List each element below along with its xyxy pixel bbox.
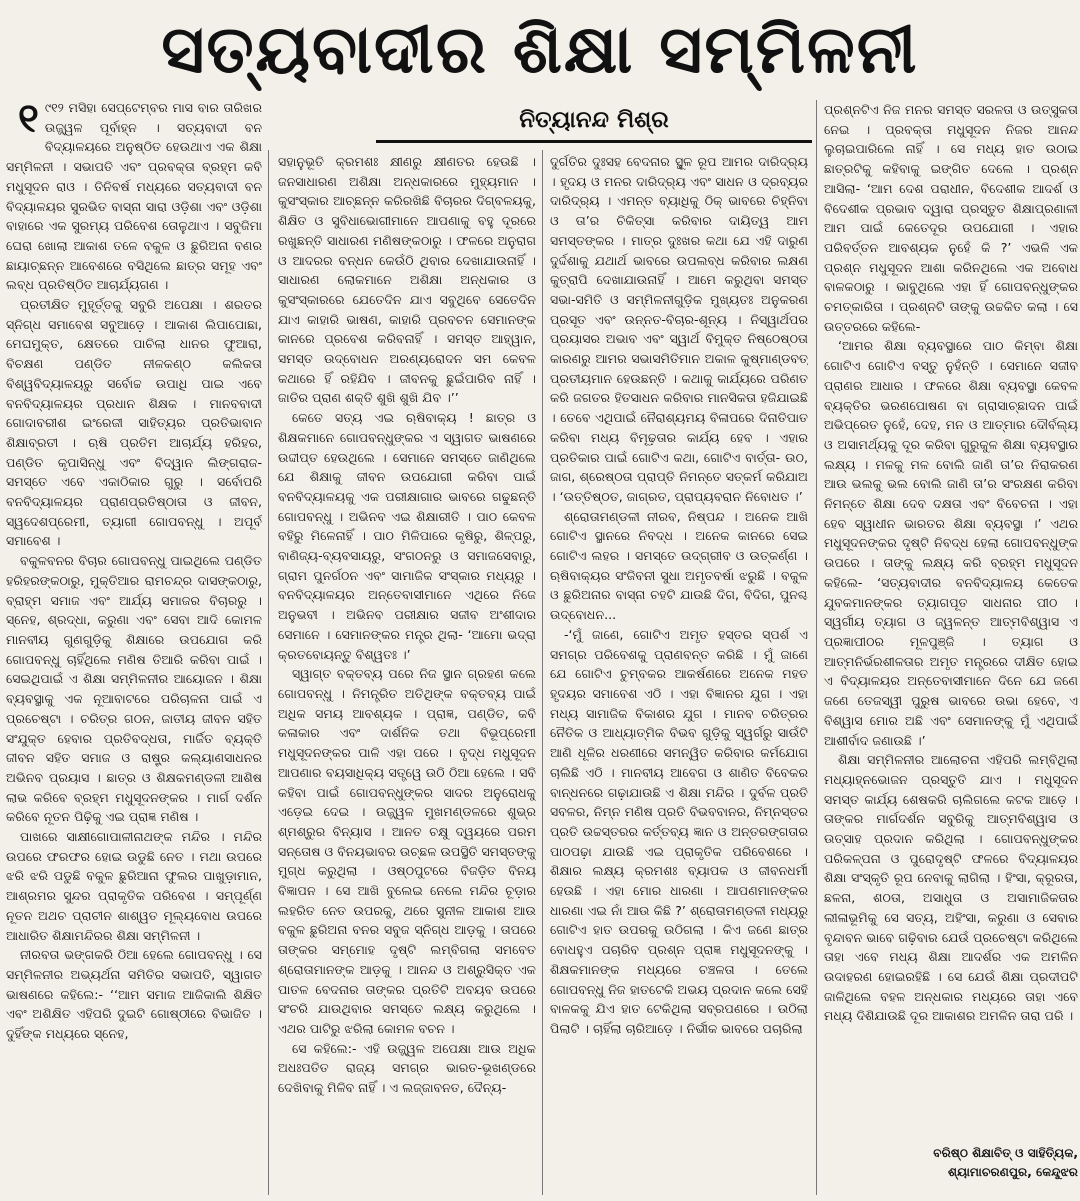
article-column-3: [550, 152, 808, 1198]
paragraph: ଶିକ୍ଷା ସମ୍ମିଳନୀର ଆଲୋଚନା ଏହିପରି ଲମ୍ବିଥିଲା ମଧ୍ୟାହ୍ନଭୋଜନ ପ୍ରସ୍ତୁତି ଯାଏ । ମଧୁସୂଦନ ସମସ୍ତ କାର୍ଯ୍ୟ ଶେଷକରି ଚାଲିଗଲେ କଟକ ଆଡ଼େ । ତାଙ୍କର ମାର୍ଗଦର୍ଶନ ସବୁରିକୁ ଆତ୍ମବିଶ୍ୱାସ ଓ ଉତ୍ସାହ ପ୍ରଦାନ କରିଥିଲା । ଗୋପବନ୍ଧୁଙ୍କର ପରିକଳ୍ପନା ଓ ପୁରୋଦୃଷ୍ଟି ଫଳରେ ବିଦ୍ୟାଳୟର ଶିକ୍ଷା ସଂସ୍କୃତି ରୂପ ନେବାକୁ ଲାଗିଲା । ହିଂସା, କ୍ରୂରତା, ଛଳନା, ଶଠତା, ଅସାଧୁତା ଓ ଅସାମାଜିକତାର ଲୀଳାଭୂମିକୁ ସେ ସତ୍ୟ, ଅହିଂସା, କରୁଣା ଓ ସେବାର ବୃନ୍ଦାବନ ଭାବେ ଗଢ଼ିବାର ଯେଉଁ ପ୍ରଚେଷ୍ଟା କରିଥିଲେ ତାହା ଏବେ ମଧ୍ୟ ଶିକ୍ଷା ଆଦର୍ଶର ଏକ ଅମଳିନ ଉଦାହରଣ ହୋଇରହିଛି । ସେ ଯେଉଁ ଶିକ୍ଷା ପ୍ରଦୀପଟି ଜାଳିଥିଲେ ବହଳ ଅନ୍ଧକାର ମଧ୍ୟରେ ତାହା ଏବେ ମଧ୍ୟ ଦିଶିଯାଉଛି ଦୂର ଆକାଶର ଅମଳିନ ତାରା ପରି ।: [824, 752, 1078, 1024]
paragraph: ‘ଆମର ଶିକ୍ଷା ବ୍ୟବସ୍ଥାରେ ପାଠ କିମ୍ବା ଶିକ୍ଷା ଗୋଟିଏ ଗୋଟିଏ ବସ୍ତୁ ନୁହଁନ୍ତି । ସେମାନେ ସଜୀବ ପ୍ରାଣର ଆଧାର । ଫଳରେ ଶିକ୍ଷା ବ୍ୟବସ୍ଥା କେବଳ ବ୍ୟକ୍ତିର ଭରଣପୋଷଣ ବା ଗ୍ରାସାଚ୍ଛାଦନ ପାଇଁ ଅଭିପ୍ରେତ ନୁହେଁ, ଦେହ, ମନ ଓ ଆତ୍ମାର ଦୌର୍ବଲ୍ୟ ଓ ଅସାମର୍ଥ୍ୟକୁ ଦୂର କରିବା ଗୁରୁକୁଳ ଶିକ୍ଷା ବ୍ୟବସ୍ଥାର ଲକ୍ଷ୍ୟ । ମଳକୁ ମଳ ବୋଲି ଜାଣି ତା’ର ନିରାକରଣ ଆଉ ଭଲକୁ ଭଲ ବୋଲି ଜାଣି ତା’ର ସଂରକ୍ଷଣ କରିବା ନିମନ୍ତେ ଶିକ୍ଷା ଦେବ ଦକ୍ଷତା ଏବଂ ବିବେଚନା । ଏହା ହେବ ସ୍ୱାଧୀନ ଭାରତର ଶିକ୍ଷା ବ୍ୟବସ୍ଥା ।’ ଏଥର ମଧୁସୂଦନଙ୍କର ଦୃଷ୍ଟି ନିବଦ୍ଧ ହେଲା ଗୋପବନ୍ଧୁଙ୍କ ଉପରେ । ତାଙ୍କୁ ଲକ୍ଷ୍ୟ କରି ବ୍ରହ୍ମ ମଧୁସୂଦନ କହିଲେ- ‘ସତ୍ୟବାଦୀର ବନବିଦ୍ୟାଳୟ କେତେକ ଯୁବକମାନଙ୍କର ତ୍ୟାଗପୂତ ସାଧନାର ପୀଠ । ସ୍ୱର୍ଗୀୟ ତ୍ୟାଗ ଓ ଜ୍ୱଳନ୍ତ ଆତ୍ମବିଶ୍ୱାସ ଏ ପ୍ରଜ୍ଞାପୀଠର ମୂଳପୁଞ୍ଜି । ତ୍ୟାଗ ଓ ଆତ୍ମନିର୍ଭରଶୀଳତାର ଅମୃତ ମନ୍ତ୍ରରେ ଦୀକ୍ଷିତ ହୋଇ ଏ ବିଦ୍ୟାଳୟର ଅନ୍ତେବାସୀମାନେ ଦିନେ ଯେ ଜଣେ ଜଣେ ତେଜସ୍ୱୀ ପୁରୁଷ ଭାବରେ ଉଭା ହେବେ, ଏ ବିଶ୍ୱାସ ମୋର ଅଛି ଏବଂ ସେମାନଙ୍କୁ ମୁଁ ଏଥିପାଇଁ ଆଶୀର୍ବାଦ ଜଣାଉଛି ।’: [824, 338, 1078, 748]
author-location: ଶ୍ୟାମାଚରଣପୁର, କେନ୍ଦୁଝର: [948, 1165, 1078, 1179]
paragraph: -‘ମୁଁ ଜାଣେ, ଗୋଟିଏ ଅମୃତ ହସ୍ତର ସ୍ପର୍ଶ ଏ ସମଗ୍ର ପରିବେଶକୁ ପ୍ରାଣବନ୍ତ କରିଛି । ମୁଁ ଜାଣେ ଯେ ଗୋଟିଏ ଚୁମ୍ବକର ଆକର୍ଷଣରେ ଅନେକ ମହତ ହୃଦୟର ସମାବେଶ ଏଠି । ଏହା ବିଜ୍ଞାନର ଯୁଗ । ଏହା ମଧ୍ୟ ସାମାଜିକ ବିକାଶର ଯୁଗ । ମାନବ ଚରିତ୍ରର ନୈତିକ ଓ ଆଧ୍ୟାତ୍ମିକ ବିଭବ ଗୁଡ଼ିକୁ ସ୍ୱର୍ଗରୁ ସାଉଁଟି ଆଣି ଧୂଳିର ଧରଣୀରେ ସମନ୍ୱିତ କରିବାର କର୍ମଯୋଗ ଚାଲିଛି ଏଠି । ମାନବୀୟ ଆବେଗ ଓ ଶାଣିତ ବିବେକର ବାନ୍ଧନରେ ଗଢ଼ାଯାଉଛି ଏ ଶିକ୍ଷା ମନ୍ଦିର । ଦୁର୍ବଳ ପ୍ରତି ସବଳର, ନିମ୍ନ ମଣିଷ ପ୍ରତି ବିଭବବାନର, ନିମ୍ନସ୍ତର ପ୍ରତି ଉଚ୍ଚସ୍ତରର କର୍ତ୍ତବ୍ୟ ଜ୍ଞାନ ଓ ଅନ୍ତରଙ୍ଗତାର ପାଠପଢ଼ା ଯାଉଛି ଏଇ ପ୍ରାକୃତିକ ପରିବେଶରେ । ଶିକ୍ଷାର ଲକ୍ଷ୍ୟ କ୍ରମଶଃ ବ୍ୟାପକ ଓ ଜୀବନଧର୍ମୀ ହେଉଛି । ଏହା ମୋର ଧାରଣା । ଆପଣମାନଙ୍କର ଧାରଣା ଏଇ ନାଁ ଆଉ କିଛି ?’ ଶ୍ରୋତାମଣ୍ଡଳୀ ମଧ୍ୟରୁ ଗୋଟିଏ ହାତ ଉପରକୁ ଉଠିଗଲା । କିଏ ଜଣେ ଛାତ୍ର ବୋଧହୁଏ ପଚାରିବ ପ୍ରଶ୍ନ ପ୍ରାଜ୍ଞ ମଧୁସୂଦନଙ୍କୁ । ଶିକ୍ଷକମାନଙ୍କ ମଧ୍ୟରେ ଚଞ୍ଚଳତା । ତେଲେ ଗୋପବନ୍ଧୁ ନିଜ ହାତଟେକି ଅଭୟ ପ୍ରଦାନ କଲେ ସେହି ବାଳକକୁ ଯିଏ ହାତ ଟେକିଥିଲା ସବ୍ରପଣରେ । ଉଠିଲା ପିଲାଟି । ଚାହିଁଲା ଚାରିଆଡ଼େ । ନିର୍ଭୀକ ଭାବରେ ପଚାରିଲା: [550, 626, 808, 1036]
paragraph: ସ୍ୱାଗ୍ତ ବକ୍ତବ୍ୟ ପରେ ନିଜ ସ୍ଥାନ ଗ୍ରହଣ କଲେ ଗୋପବନ୍ଧୁ । ନିମନ୍ତ୍ରିତ ଅତିଥିଙ୍କ ବକ୍ତବ୍ୟ ପାଇଁ ଅଧିକ ସମୟ ଆବଶ୍ୟକ । ପ୍ରାଜ୍ଞ, ପଣ୍ଡିତ, କବି କଳାକାର ଏବଂ ଦାର୍ଶନିକ ତଥା ବିଭୂପ୍ରେମୀ ମଧୁସୂଦନଙ୍କର ପାଳି ଏହା ପରେ । ବୃଦ୍ଧ ମଧୁସୂଦନ ଆପଣାର ବୟସାଧିକ୍ୟ ସତ୍ତ୍ୱେ ଉଠି ଠିଆ ହେଲେ । ସବି କହିବା ପାଇଁ ଗୋପବନ୍ଧୁଙ୍କର ସାଦର ଅନୁରୋଧକୁ ଏଡ଼େଇ ଦେଇ । ଉଜ୍ଜ୍ୱଳ ମୁଖମଣ୍ଡଳରେ ଶୁଭ୍ର ଶ୍ମଶ୍ରୁର ବିନ୍ୟାସ । ଆନତ ଚକ୍ଷୁ ଦ୍ୱୟରେ ପରମ ସନ୍ତୋଷ ଓ ବିନୟଭାବର ଉଚ୍ଛଳ ଉପସ୍ଥିତି ସମସ୍ତଙ୍କୁ ମୁଗ୍ଧ କରୁଥିଲା । ଓଷ୍ଠପୁଟରେ ବିଜଡ଼ିତ ବିନୟ ବିଜ୍ଞାପନ । ସେ ଆଖି ବୁଲେଇ ନେଲେ ମନ୍ଦିର ଚୂଡ଼ାର ଲହରିତ ନେତ ଉପରକୁ, ଥରେ ସୁନୀଳ ଆକାଶ ଆଉ ବକୁଳ ଛୁରିଅନା ବନର ସବୁଜ ସ୍ନିଗ୍ଧ ଆଡ଼କୁ । ତାପରେ ତାଙ୍କର ସମ୍ମୋହ ଦୃଷ୍ଟି ଲମ୍ବିଗଲା ସମବେତ ଶ୍ରୋତାମାନଙ୍କ ଆଡ଼କୁ । ଆନନ୍ଦ ଓ ଅଶ୍ରୁସିକ୍ତ ଏକ ପାତଳ ବେଦନାର ତାଙ୍କର ପ୍ରତିଟି ଅବୟବ ଉପରେ ସଂଚରି ଯାଉଥିବାର ସମସ୍ତେ ଲକ୍ଷ୍ୟ କରୁଥିଲେ । ଏଥର ପାଟିରୁ ଝରିଲା କୋମଳ ବଚନ ।: [278, 666, 536, 1036]
paragraph: ବକୁଳବନର ବିଚାର ଗୋପବନ୍ଧୁ ପାଇଥିଲେ ପଣ୍ଡିତ ହରିହରଙ୍କଠାରୁ, ମୁକ୍ତିଆର ରାମଚନ୍ଦ୍ର ଦାସଙ୍କଠାରୁ, ବ୍ରାହ୍ମ ସମାଜ ଏବଂ ଆର୍ଯ୍ୟ ସମାଜର ବିଚାରରୁ । ସ୍ନେହ, ଶ୍ରଦ୍ଧା, କରୁଣା ଏବଂ ସେବା ଆଦି କୋମଳ ମାନବୀୟ ଗୁଣଗୁଡ଼ିକୁ ଶିକ୍ଷାରେ ଉପଯୋଗ କରି ଗୋପବନ୍ଧୁ ଚାହିଁଥିଲେ ମଣିଷ ତିଆରି କରିବା ପାଇଁ । ସେଇଥିପାଇଁ ଏ ଶିକ୍ଷା ସମ୍ମିଳନୀର ଆୟୋଜନ । ଶିକ୍ଷା ବ୍ୟବସ୍ଥାକୁ ଏକ ନୂଆବାଟରେ ପରିଚାଳନା ପାଇଁ ଏ ପ୍ରଚେଷ୍ଟା । ଚରିତ୍ର ଗଠନ, ଜାତୀୟ ଜୀବନ ସହିତ ସଂଯୁକ୍ତ ହେବାର ପ୍ରତିବଦ୍ଧତା, ମାର୍ଜିତ ବ୍ୟକ୍ତି ଜୀବନ ସହିତ ସମାଜ ଓ ରାଷ୍ଟ୍ର କଲ୍ୟାଣସାଧନର ଅଭିନବ ପ୍ରୟାସ । ଛାତ୍ର ଓ ଶିକ୍ଷକମଣ୍ଡଳୀ ଆଶିଷ ଲାଭ କରିବେ ବ୍ରହ୍ମ ମଧୁସୂଦନଙ୍କର । ମାର୍ଗ ଦର୍ଶନ କରିବେ ନୂତନ ପିଢ଼ିକୁ ଏଇ ପ୍ରାଜ୍ଞ ମଣିଷ ।: [6, 553, 262, 825]
paragraph: ଦୁର୍ଗତିର ଦୁଃସହ ବେଦନାର ସ୍ଥୂଳ ରୂପ ଆମର ଦାରିଦ୍ର୍ୟ । ହୃଦୟ ଓ ମନର ଦାରିଦ୍ର୍ୟ ଏବଂ ସାଧନ ଓ ଦ୍ରବ୍ୟର ଦାରିଦ୍ର୍ୟ । ଏମନ୍ତ ବ୍ୟାଧିକୁ ଠିକ୍ ଭାବରେ ଚିହ୍ନିବା ଓ ତା’ର ଚିକିତ୍ସା କରିବାର ଦାୟିତ୍ୱ ଆମ ସମସ୍ତଙ୍କର । ମାତ୍ର ଦୁଃଖର କଥା ଯେ ଏହି ଦାରୁଣ ଦୁର୍ଦ୍ଦଶାକୁ ଯଥାର୍ଥ ଭାବରେ ଉପଲବ୍ଧ କରିବାର ଲକ୍ଷଣ କୁତ୍ରାପି ଦେଖାଯାଉନାହିଁ । ଆମେ କରୁଥିବା ସମସ୍ତ ସଭା-ସମିତି ଓ ସମ୍ମିଳନୀଗୁଡ଼ିକ ମୁଖ୍ୟତଃ ଅନୁକରଣ ପ୍ରସୂତ ଏବଂ ଉନ୍ନତ-ବିଚାର-ଶୂନ୍ୟ । ନିସ୍ୱାର୍ଥପର ପ୍ରୟାସର ଅଭାବ ଏବଂ ସ୍ୱାର୍ଥ ବିମୁକ୍ତ ନିଷ୍ଠେଷ୍ଠତା କାରଣରୁ ଆମର ସଭାସମିତିମାନ ଅକାଳ କୁଷ୍ମାଣ୍ଡବତ୍ ପ୍ରତୀୟମାନ ହେଉଛନ୍ତି । କଥାକୁ କାର୍ଯ୍ୟରେ ପରିଣତ କରି ଜଗତର ହିତସାଧନ କରିବାର ମାନସିକତା ହଜିଯାଇଛି । ତେବେ ଏଥିପାଇଁ ନୈରାଶ୍ୟମୟ ବିଳାପରେ ଦିନାତିପାତ କରିବା ମଧ୍ୟ ବିମୂଢ଼ତାର କାର୍ଯ୍ୟ ହେବ । ଏହାର ପ୍ରତିକାର ପାଇଁ ଗୋଟିଏ କଥା, ଗୋଟିଏ ବାର୍ତ୍ତା- ଉଠ, ଜାଗ, ଶ୍ରେଷ୍ଠତା ପ୍ରାପ୍ତି ନିମନ୍ତେ ସତ୍‌କର୍ମ କରିଯାଅ । ‘ଉତ୍ତିଷ୍ଠତ, ଜାଗ୍ରତ, ପ୍ରାପ୍ୟବରାନ ନିବୋଧତ ।’: [550, 154, 808, 504]
column-divider: [268, 150, 269, 1195]
article-column-4: [824, 100, 1078, 1140]
author-byline: ନିତ୍ୟାନନ୍ଦ ମିଶ୍ର: [519, 107, 669, 133]
headline: ସତ୍ୟବାଦୀର ଶିକ୍ଷା ସମ୍ମିଳନୀ: [161, 11, 919, 88]
paragraph: ଶ୍ରୋତାମଣ୍ଡଳୀ ନୀରବ, ନିଷ୍ପନ୍ଦ । ଅନେକ ଆଖି ଗୋଟିଏ ସ୍ଥାନରେ ନିବଦ୍ଧ । ଅନେକ କାନରେ ସେଇ ଗୋଟିଏ ଲହର । ସମସ୍ତେ ଉଦ୍‌ଗ୍ରୀବ ଓ ଉତ୍କର୍ଣ୍ଣ । ଋଷିବାକ୍ୟର ସଂଜିବନୀ ସୁଧା ଅମୃତବର୍ଷା ଝରୁଛି । ବକୁଳ ଓ ଛୁରିଅନାର ବାସ୍ନା ଚହଟି ଯାଉଛି ଦିଗ, ବିଦିଗ, ପୁନଶ୍ଚ ଉଦ୍‌ବୋଧନ...: [550, 508, 808, 623]
article-column-1: [6, 98, 262, 1198]
column-divider: [542, 150, 543, 1195]
column-divider: [816, 100, 817, 1195]
paragraph: ୧ ୯୧୨ ମସିହା ସେପ୍ଟେମ୍ବର ମାସ ବାର ତାରିଖର ଉଜ୍ଜ୍ୱଳ ପୂର୍ବାହ୍ନ । ସତ୍ୟବାଦୀ ବନ ବିଦ୍ୟାଳୟରେ ଅନୁଷ୍ଠିତ ହେଉଥାଏ ଏକ ଶିକ୍ଷା ସମ୍ମିଳନୀ । ସଭାପତି ଏବଂ ପ୍ରବକ୍ତା ବ୍ରହ୍ମ କବି ମଧୁସୂଦନ ରାଓ । ତିନିବର୍ଷ ମଧ୍ୟରେ ସତ୍ୟବାଦୀ ବନ ବିଦ୍ୟାଳୟର ସୁରଭିତ ବାସ୍ନା ସାରା ଓଡ଼ିଶା ଏବଂ ଓଡ଼ିଶା ବାହାରେ ଏକ ସୁରମ୍ୟ ପରିବେଶ ତୋଳୁଥାଏ । ସବୁଜିମା ଘେରା ଖୋଲା ଆକାଶ ତଳେ ବକୁଳ ଓ ଛୁରିଅନା ବଣର ଛାୟାଚ୍ଛନ୍ନ ଆବେଶରେ ବସିଥିଲେ ଛାତ୍ର ସମୂହ ଏବଂ ଲବ୍ଧ ପ୍ରତିଷ୍ଠିତ ଆଚାର୍ଯ୍ୟଗଣ ।: [6, 98, 262, 293]
dropcap: ୧: [18, 98, 39, 142]
paragraph: ପ୍ରଶ୍ନଟିଏ ନିଜ ମନର ସମସ୍ତ ସରଳତା ଓ ଉତ୍ସୁକତା ନେଇ । ପ୍ରବକ୍ତା ମଧୁସୂଦନ ନିଜର ଆନନ୍ଦ ଲୁଚାଇପାରିଲେ ନାହିଁ । ସେ ମଧ୍ୟ ହାତ ଉଠାଇ ଛାତ୍ରଟିକୁ କହିବାକୁ ଇଙ୍ଗିତ ଦେଲେ । ପ୍ରଶ୍ନ ଆସିଲା- ‘ଆମ ଦେଶ ପରାଧୀନ, ବିଦେଶୀକ ଆଦର୍ଶ ଓ ବିଦେଶୀକ ପ୍ରଭାବ ଦ୍ୱାରା ପ୍ରସ୍ତୁତ ଶିକ୍ଷାପ୍ରଣାଳୀ ଆମ ପାଇଁ କେତେଦୂର ଉପଯୋଗୀ । ଏହାର ପରିବର୍ତ୍ତନ ଆବଶ୍ୟକ ନୁହେଁ କି ?’ ଏଭଳି ଏକ ପ୍ରଶ୍ନ ମଧୁସୂଦନ ଆଶା କରିନଥିଲେ ଏକ ଅବୋଧ ବାଳକଠାରୁ । ଭାବୁଥିଲେ ଏହା ହିଁ ଗୋପବନ୍ଧୁଙ୍କର ଚମତ୍କାରିତା । ପ୍ରଶ୍ନଟି ତାଙ୍କୁ ଉଚ୍ଚକିତ କଲା । ସେ ଉତ୍ତରରେ କହିଲେ-: [824, 102, 1078, 334]
paragraph: ସେ କହିଲେ:- ଏହି ଉଜ୍ଜ୍ୱଳ ଅପେକ୍ଷା ଆଉ ଅଧିକ ଅଧଃପତିତ ରାଜ୍ୟ ସମଗ୍ର ଭାରତ-ଭୂଖଣ୍ଡରେ ଦେଖିବାକୁ ମିଳିବ ନାହିଁ । ଏ ଲଜ୍ଜାବନତ, ଦୈନ୍ୟ-: [278, 1040, 536, 1096]
paragraph: ସହାନୁଭୂତି କ୍ରମଶଃ କ୍ଷୀଣରୁ କ୍ଷୀଣତର ହେଉଛି । ଜନସାଧାରଣ ଅଶିକ୍ଷା ଅନ୍ଧକାରରେ ମୁହ୍ୟମାନ । କୁସଂସ୍କାର ଆଚ୍ଛନ୍ନ କରିରଖିଛି ବିଚାରର ଦିଗ୍‌ବଳୟକୁ, ଶିକ୍ଷିତ ଓ ସୁବିଧାଭୋଗୀମାନେ ଆପଣାକୁ ବହୁ ଦୂରରେ ରଖୁଛନ୍ତି ସାଧାରଣ ମଣିଷଙ୍କଠାରୁ । ଫଳରେ ଅନୁରାଗ ଓ ଆଦରର ବନ୍ଧନ କେଉଁଠି ଥିବାର ଦେଖାଯାଉନାହିଁ । ସାଧାରଣ ଲୋକମାନେ ଅଶିକ୍ଷା ଅନ୍ଧକାର ଓ କୁସଂସ୍କାରରେ ଯେତେଦିନ ଯାଏ ସବୁଥିବେ ସେତେଦିନ ଯାଏ କାହାରି ଭାଷଣ, କାହାରି ପ୍ରବଚନ ସେମାନଙ୍କ କାନରେ ପ୍ରବେଶ କରିବନାହିଁ । ସମସ୍ତ ଆହ୍ୱାନ, ସମସ୍ତ ଉଦ୍‌ବୋଧନ ଅରଣ୍ୟରୋଦନ ସମ କେବଳ କଥାରେ ହିଁ ରହିଯିବ । ଜୀବନକୁ ଛୁଇଁପାରିବ ନାହିଁ । ଜାତିର ପ୍ରାଣ ଶକ୍ତି ଶୁଖି ଶୁଖି ଯିବ ।’’: [278, 154, 536, 406]
paragraph: କେତେ ସତ୍ୟ ଏଇ ଋଷିବାକ୍ୟ ! ଛାତ୍ର ଓ ଶିକ୍ଷକମାନେ ଗୋପବନ୍ଧୁଙ୍କର ଏ ସ୍ୱାଗତ ଭାଷଣରେ ଉଦ୍ଦୀପ୍ତ ହେଉଥିଲେ । ସେମାନେ ସମସ୍ତେ ଜାଣିଥିଲେ ଯେ ଶିକ୍ଷାକୁ ଜୀବନ ଉପଯୋଗୀ କରିବା ପାଇଁ ବନବିଦ୍ୟାଳୟକୁ ଏକ ପରୀକ୍ଷାଗାର ଭାବରେ ଗଢୁଛନ୍ତି ଗୋପବନ୍ଧୁ । ଅଭିନବ ଏଇ ଶିକ୍ଷାରୀତି । ପାଠ କେବଳ ବହିରୁ ମିଳେନାହିଁ । ପାଠ ମିଳିପାରେ କୃଷିରୁ, ଶିଳ୍ପରୁ, ବାଣିଜ୍ୟ-ବ୍ୟବସାୟରୁ, ସଂଗଠନରୁ ଓ ସମାଜସେବାରୁ, ଗ୍ରାମ ପୁନର୍ଗଠନ ଏବଂ ସାମାଜିକ ସଂସ୍କାର ମଧ୍ୟରୁ । ବନବିଦ୍ୟାଳୟର ଅନ୍ତେବାସୀମାନେ ଏଥିରେ ନିଜେ ଅନୁଭବୀ । ଅଭିନବ ପରୀକ୍ଷାର ସଜୀବ ଅଂଶୀଦାର ସେମାନେ । ସେମାନଙ୍କର ମନ୍ତ୍ର ଥିଲା- ‘ଆମୋ ଭଦ୍ରା କ୍ରତବୋୟନ୍ତୁ ବିଶ୍ୱତଃ ।’: [278, 410, 536, 662]
paragraph: ନୀରବତା ଭଙ୍ଗକରି ଠିଆ ହେଲେ ଗୋପବନ୍ଧୁ । ସେ ସମ୍ମିଳନୀର ଅଭ୍ୟର୍ଥନା ସମିତିର ସଭାପତି, ସ୍ୱାଗତ ଭାଷଣରେ କହିଲେ:- ‘‘ଆମ ସମାଜ ଆଜିକାଲି ଶିକ୍ଷିତ ଏବଂ ଅଶିକ୍ଷିତ ଏହିପରି ଦୁଇଟି ଗୋଷ୍ଠୀରେ ବିଭାଜିତ । ଦୁହିଁଙ୍କ ମଧ୍ୟରେ ସ୍ନେହ,: [6, 947, 262, 1042]
author-designation: ବରିଷ୍ଠ ଶିକ୍ଷାବିତ୍ ଓ ସାହିତ୍ୟିକ,: [933, 1146, 1078, 1160]
paragraph: ପାଖରେ ସାକ୍ଷୀଗୋପାଳୀନାଥଙ୍କ ମନ୍ଦିର । ମନ୍ଦିର ଉପରେ ଫରଫର ହୋଇ ଉଡୁଛି ନେତ । ମଥା ଉପରେ ଝରି ଝରି ପଡୁଛି ବକୁଳ ଛୁରିଆନା ଫୁଲର ପାଖୁଡ଼ାମାନ, ଆଶ୍ରମର ସୁନ୍ଦର ପ୍ରାକୃତିକ ପରିବେଶ । ସମ୍ପୂର୍ଣ୍ଣ ନୂତନ ଅଥଚ ପ୍ରାଚୀନ ଶାଶ୍ୱତ ମୂଲ୍ୟବୋଧ ଉପରେ ଆଧାରିତ ଶିକ୍ଷାମନ୍ଦିରର ଶିକ୍ଷା ସମ୍ମିଳନୀ ।: [6, 829, 262, 943]
article-column-2: [278, 152, 536, 1198]
byline-rule: [376, 140, 812, 143]
paragraph: ପ୍ରତୀକ୍ଷିତ ମୁହୂର୍ତ୍ତକୁ ସବୁରି ଅପେକ୍ଷା । ଶରତର ସ୍ନିଗ୍ଧ ସମାବେଶ ସବୁଆଡ଼େ । ଆକାଶ ଲିପାପୋଛା, ମେଘମୁକ୍ତ, କ୍ଷେତରେ ପାଚିଲା ଧାନର ଫୁଆରା, ବିଚକ୍ଷଣ ପଣ୍ଡିତ ନୀଳକଣ୍ଠ କଲିକତା ବିଶ୍ୱବିଦ୍ୟାଳୟରୁ ସର୍ବୋଚ୍ଚ ଉପାଧି ପାଇ ଏବେ ବନବିଦ୍ୟାଳୟର ପ୍ରଧାନ ଶିକ୍ଷକ । ମାନବବାଦୀ ଗୋଦାବରୀଶ ଇଂରେଜୀ ସାହିତ୍ୟର ପ୍ରତିଭାବାନ ଶିକ୍ଷାବ୍ରତୀ । ଋଷି ପ୍ରତିମ ଆଚାର୍ଯ୍ୟ ହରିହର, ପଣ୍ଡିତ କୃପାସିନ୍ଧୁ ଏବଂ ବିଦ୍ୱାନ ଲିଙ୍ଗରାଜ- ସମସ୍ତେ ଏବେ ଏକାଠିକାର ଗୁରୁ । ସର୍ବୋପରି ବନବିଦ୍ୟାଳୟର ପ୍ରାଣପ୍ରତିଷ୍ଠାତା ଓ ଜୀବନ, ସ୍ୱଦେଶପ୍ରେମୀ, ତ୍ୟାଗୀ ଗୋପବନ୍ଧୁ । ଅପୂର୍ବ ସମାବେଶ ।: [6, 297, 262, 549]
author-signature: [920, 1144, 1078, 1182]
